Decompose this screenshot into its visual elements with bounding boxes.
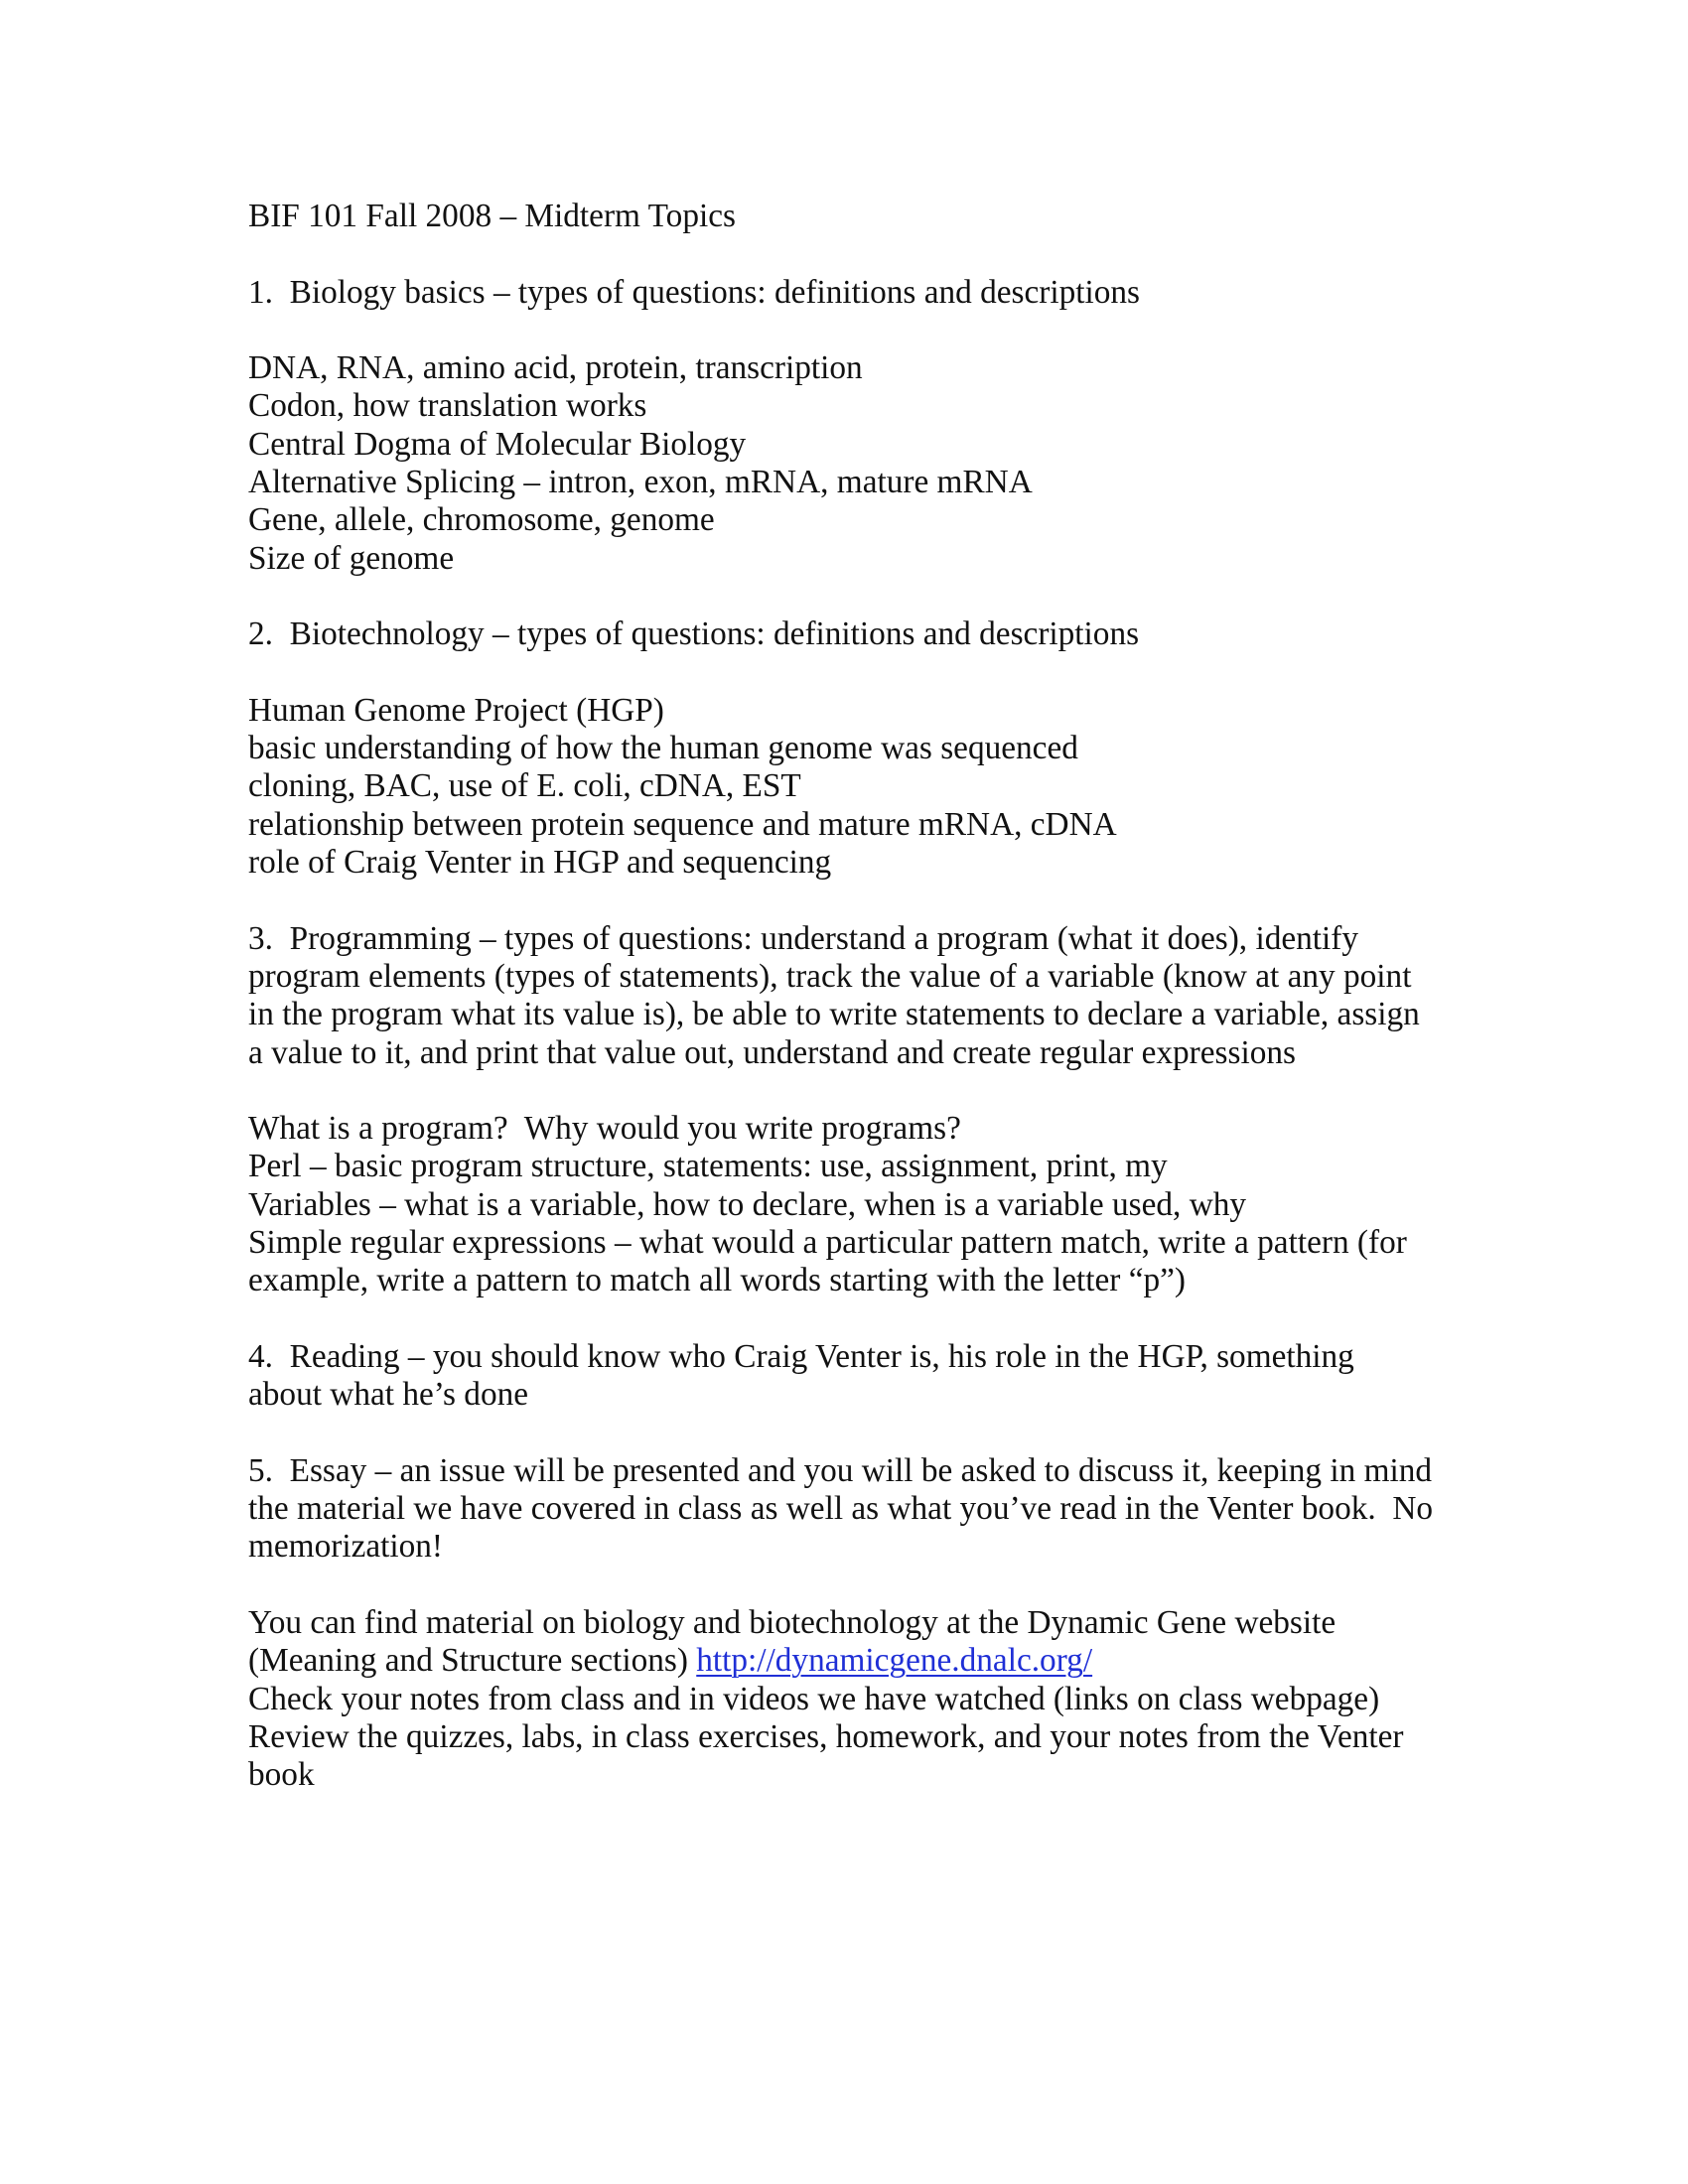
section-1-item: Alternative Splicing – intron, exon, mRNA, mature mRNA bbox=[248, 464, 1033, 501]
spacer bbox=[248, 1072, 1440, 1110]
section-3-heading-line: in the program what its value is), be able to write statements to declare a variable, assign bbox=[248, 996, 1420, 1033]
spacer bbox=[248, 1415, 1440, 1452]
resources-line: Review the quizzes, labs, in class exercises, homework, and your notes from the Venter bbox=[248, 1717, 1404, 1755]
section-1-item: Gene, allele, chromosome, genome bbox=[248, 501, 715, 539]
section-1-item: Central Dogma of Molecular Biology bbox=[248, 425, 747, 463]
resources-link-prefix: (Meaning and Structure sections) bbox=[248, 1642, 697, 1680]
section-3-item: Variables – what is a variable, how to declare, when is a variable used, why bbox=[248, 1185, 1247, 1223]
section-3-item: Perl – basic program structure, statements: use, assignment, print, my bbox=[248, 1148, 1168, 1185]
spacer bbox=[248, 654, 1440, 692]
spacer bbox=[248, 1567, 1440, 1604]
section-3-item: example, write a pattern to match all words starting with the letter “p”) bbox=[248, 1262, 1187, 1299]
spacer bbox=[248, 1300, 1440, 1338]
section-3-item: What is a program? Why would you write programs? bbox=[248, 1110, 961, 1148]
spacer bbox=[248, 312, 1440, 349]
section-1-heading: 1. Biology basics – types of questions: definitions and descriptions bbox=[248, 273, 1141, 311]
resources-line: You can find material on biology and biotechnology at the Dynamic Gene website bbox=[248, 1603, 1336, 1641]
document-title: BIF 101 Fall 2008 – Midterm Topics bbox=[248, 198, 736, 234]
spacer bbox=[248, 578, 1440, 615]
section-3-heading-line: a value to it, and print that value out, understand and create regular expressions bbox=[248, 1033, 1296, 1071]
section-5-heading-line: memorization! bbox=[248, 1528, 444, 1566]
section-2-item: Human Genome Project (HGP) bbox=[248, 691, 664, 729]
resources-line: book bbox=[248, 1756, 315, 1794]
section-4-heading-line: 4. Reading – you should know who Craig Venter is, his role in the HGP, something bbox=[248, 1337, 1354, 1375]
section-1-item: DNA, RNA, amino acid, protein, transcription bbox=[248, 349, 863, 387]
section-5-heading-line: 5. Essay – an issue will be presented and you will be asked to discuss it, keeping in mind bbox=[248, 1451, 1433, 1489]
section-3-heading-line: 3. Programming – types of questions: understand a program (what it does), identify bbox=[248, 919, 1359, 957]
dynamic-gene-link[interactable]: http://dynamicgene.dnalc.org/ bbox=[696, 1642, 1093, 1680]
section-1-item: Size of genome bbox=[248, 539, 455, 577]
section-5-heading-line: the material we have covered in class as well as what you’ve read in the Venter book. No bbox=[248, 1490, 1434, 1528]
section-2-item: relationship between protein sequence and mature mRNA, cDNA bbox=[248, 805, 1117, 843]
section-3-item: Simple regular expressions – what would a particular pattern match, write a pattern (for bbox=[248, 1224, 1407, 1262]
section-2-item: role of Craig Venter in HGP and sequencing bbox=[248, 844, 832, 882]
section-2-item: cloning, BAC, use of E. coli, cDNA, EST bbox=[248, 767, 801, 805]
section-1-item: Codon, how translation works bbox=[248, 387, 647, 425]
section-4-heading-line: about what he’s done bbox=[248, 1376, 529, 1414]
spacer bbox=[248, 882, 1440, 919]
spacer bbox=[248, 235, 1440, 273]
resources-line: Check your notes from class and in videos we have watched (links on class webpage) bbox=[248, 1680, 1380, 1717]
document-body bbox=[248, 198, 1440, 1794]
section-2-heading: 2. Biotechnology – types of questions: definitions and descriptions bbox=[248, 615, 1140, 653]
section-2-item: basic understanding of how the human genome was sequenced bbox=[248, 730, 1078, 767]
section-3-heading-line: program elements (types of statements), track the value of a variable (know at any point bbox=[248, 957, 1412, 995]
resources-link-line bbox=[248, 1642, 1440, 1680]
